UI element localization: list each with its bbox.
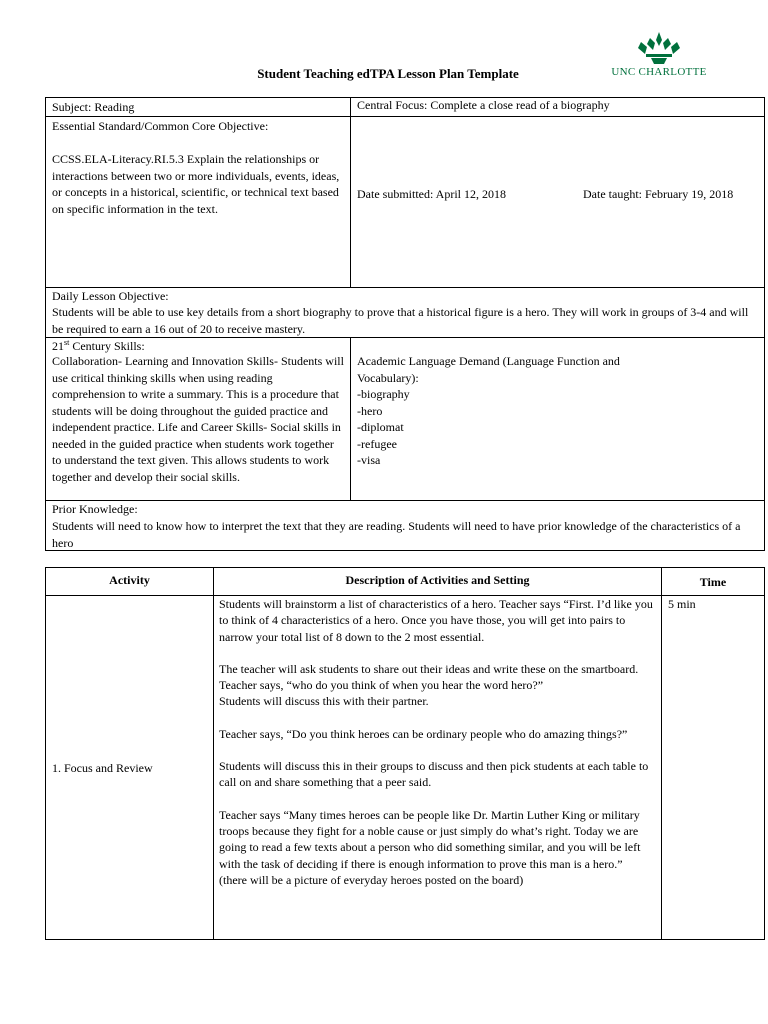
academic-language-label: Academic Language Demand (Language Function and Vocabulary): xyxy=(357,354,620,385)
skills-label-prefix: 21 xyxy=(52,339,64,353)
central-focus-cell: Central Focus: Complete a close read of a biography xyxy=(357,98,610,112)
prior-knowledge-text: Students will need to know how to interpret the text that they are reading. Students will need to have prior knowledge of the characteristics of a hero xyxy=(52,519,741,550)
description-header: Description of Activities and Setting xyxy=(345,573,530,587)
daily-objective-label: Daily Lesson Objective: xyxy=(52,289,169,303)
description-paragraph: Teacher says “Many times heroes can be people like Dr. Martin Luther King or military troops because they fight for a noble cause or just simply do what’s right. Today we are going to read a few texts about a person who did something similar, and you will be left with the task of deciding if there is enough information to prove this man is a hero.” (there will be a picture of everyday heroes posted on the board) xyxy=(219,807,641,887)
activity-name: 1. Focus and Review xyxy=(52,761,153,775)
skills-text: Collaboration- Learning and Innovation Skills- Students will use critical thinking skills when using reading comprehension to write a summary. This is a procedure that students will be doing throughout the guided practice and independent practice. Life and Career Skills- Social skills in needed in the guided practice when students work together to understand the text given. This allows students to work together and develop their social skills. xyxy=(52,354,344,484)
description-paragraph: Students will discuss this in their groups to discuss and then pick students at each table to call on and share something that a peer said. xyxy=(219,759,649,790)
description-paragraph: Students will brainstorm a list of characteristics of a hero. Teacher says “First. I’d like you to think of 4 characteristics of a hero. Once you have those, you will get into pairs to narrow your total list of 8 down to the 2 most essential. xyxy=(219,597,653,644)
time-header: Time xyxy=(699,575,727,589)
vocabulary-item: -refugee xyxy=(357,436,397,451)
date-taught: Date taught: February 19, 2018 xyxy=(583,187,734,201)
vocabulary-item: -diplomat xyxy=(357,420,404,434)
unc-charlotte-logo xyxy=(606,28,712,84)
subject-cell: Subject: Reading xyxy=(52,100,135,114)
essential-standard-text: CCSS.ELA-Literacy.RI.5.3 Explain the relationships or interactions between two or more individuals, events, ideas, or concepts in a historical, scientific, or technical text based on specific information in the text. xyxy=(52,152,340,216)
skills-label-suffix: Century Skills: xyxy=(69,339,145,353)
activity-description xyxy=(219,596,659,888)
crown-icon xyxy=(606,28,712,68)
vocabulary-item: -visa xyxy=(357,453,381,467)
date-submitted: Date submitted: April 12, 2018 xyxy=(357,187,506,201)
logo-text: UNC CHARLOTTE xyxy=(611,66,707,78)
vocabulary-list xyxy=(357,386,657,469)
activity-time: 5 min xyxy=(668,597,696,611)
page-title: Student Teaching edTPA Lesson Plan Template xyxy=(257,66,519,81)
vocabulary-item: -biography xyxy=(357,387,410,401)
description-paragraph: Teacher says, “Do you think heroes can be ordinary people who do amazing things?” xyxy=(219,726,628,741)
essential-standard-label: Essential Standard/Common Core Objective: xyxy=(52,119,269,133)
description-paragraph: The teacher will ask students to share out their ideas and write these on the smartboard. Teacher says, “who do you think of when you hear the word hero?” Students will discuss this with their partner. xyxy=(219,661,639,709)
skills-label-sup: st xyxy=(64,338,70,347)
vocabulary-item: -hero xyxy=(357,403,383,418)
activity-header: Activity xyxy=(109,573,150,587)
prior-knowledge-label: Prior Knowledge: xyxy=(52,502,138,516)
daily-objective-text: Students will be able to use key details from a short biography to prove that a historical figure is a hero. They will work in groups of 3-4 and will be required to earn a 16 out of 20 to receive mastery. xyxy=(52,305,749,336)
